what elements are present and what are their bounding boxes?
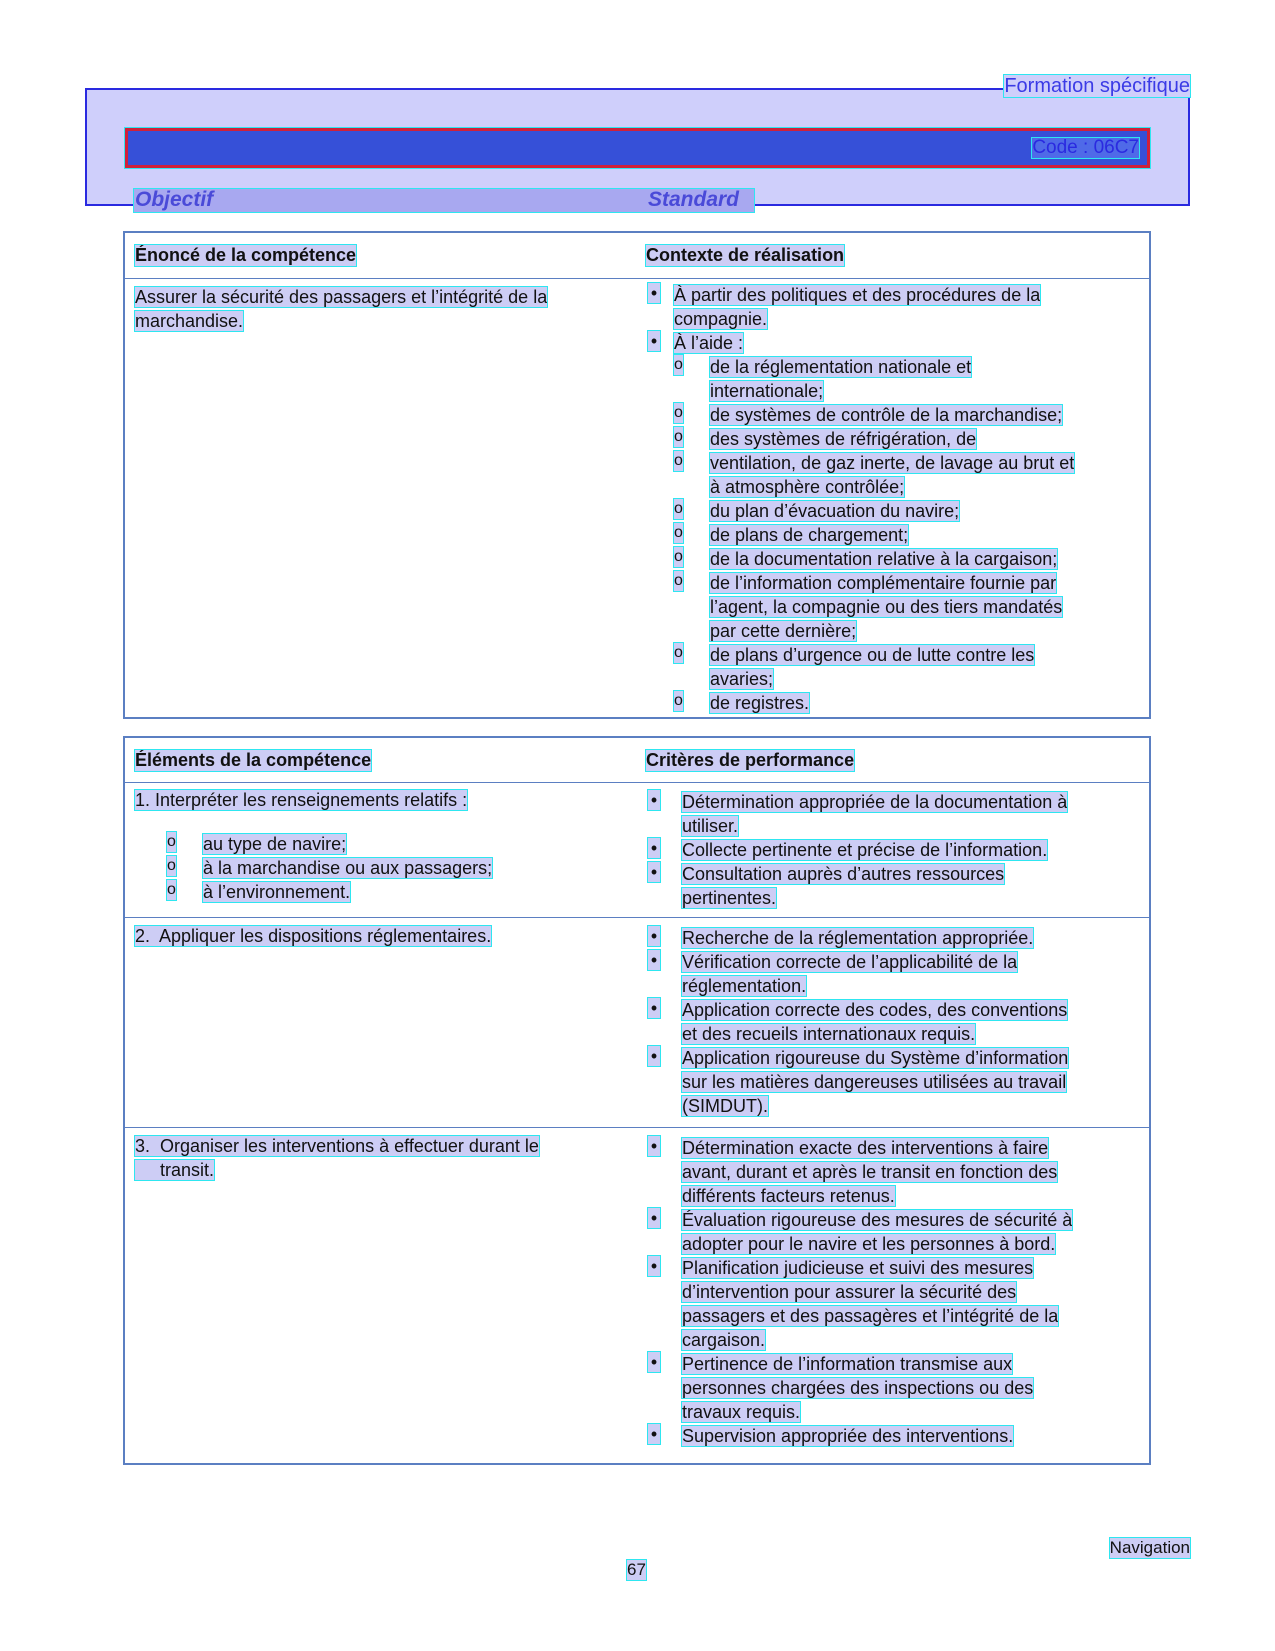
aide-item: o des systèmes de réfrigération, de (668, 427, 1134, 451)
criteria-item: • Vérification correcte de l’applicabilité de la réglementation. (644, 950, 1134, 998)
elements-table (123, 736, 1151, 1465)
criteria-item: • Recherche de la réglementation appropriée. (644, 926, 1134, 950)
aide-sublist (668, 355, 1134, 715)
page-number: 67 (627, 1560, 646, 1579)
criteria-item: • Détermination appropriée de la documentation à utiliser. (644, 790, 1134, 838)
criteria-item: • Pertinence de l’information transmise aux personnes chargées des inspections ou des travaux requis. (644, 1352, 1134, 1424)
aide-item: o de l’information complémentaire fournie par l’agent, la compagnie ou des tiers mandatés par cette dernière; (668, 571, 1134, 643)
element-text (135, 1134, 620, 1182)
aide-item: o de systèmes de contrôle de la marchandise; (668, 403, 1134, 427)
element-line: 3. Organiser les interventions à effectuer durant le (135, 1136, 539, 1156)
criteria-list (644, 926, 1134, 1118)
element-text (135, 924, 620, 948)
elements-header: Éléments de la compétence (135, 750, 372, 770)
element-sublist (161, 832, 620, 904)
criteria-item: • Consultation auprès d’autres ressources pertinentes. (644, 862, 1134, 910)
aide-item: o de registres. (668, 691, 1134, 715)
criteria-list (644, 790, 1134, 910)
row-divider (125, 1127, 1149, 1128)
header-divider (125, 782, 1149, 783)
row-divider (125, 917, 1149, 918)
criteria-item: • Détermination exacte des interventions à faire avant, durant et après le transit en fonction des différents facteurs retenus. (644, 1136, 1134, 1208)
aide-item: o ventilation, de gaz inerte, de lavage au brut et à atmosphère contrôlée; (668, 451, 1134, 499)
element-subitem: o à l’environnement. (161, 880, 620, 904)
criteria-item: • Supervision appropriée des interventions. (644, 1424, 1134, 1448)
enonce-line: marchandise. (135, 311, 244, 331)
aide-item: o de plans de chargement; (668, 523, 1134, 547)
contexte-header: Contexte de réalisation (646, 245, 845, 265)
element-line: transit. (135, 1160, 215, 1180)
standard-heading: Standard (648, 188, 740, 211)
aide-item: o de la réglementation nationale et internationale; (668, 355, 1134, 403)
criteria-item: • Planification judicieuse et suivi des mesures d’intervention pour assurer la sécurité des passagers et des passagères et l’intégrité de la cargaison. (644, 1256, 1134, 1352)
element-line: 2. Appliquer les dispositions réglementaires. (135, 926, 492, 946)
document-title: Formation spécifique (1004, 75, 1190, 97)
navigation-link[interactable]: Navigation (1109, 1538, 1190, 1557)
aide-item: o du plan d’évacuation du navire; (668, 499, 1134, 523)
header-divider (125, 278, 1149, 279)
aide-item: o de la documentation relative à la cargaison; (668, 547, 1134, 571)
aide-item: o de plans d’urgence ou de lutte contre les avaries; (668, 643, 1134, 691)
code-bar (125, 128, 1150, 168)
objective-heading: Objectif (135, 188, 214, 211)
criteria-item: • Évaluation rigoureuse des mesures de sécurité à adopter pour le navire et les personnes à bord. (644, 1208, 1134, 1256)
enonce-header: Énoncé de la compétence (135, 245, 357, 265)
contexte-list (644, 283, 1134, 715)
element-text (135, 788, 620, 904)
enonce-line: Assurer la sécurité des passagers et l’intégrité de la (135, 287, 548, 307)
contexte-item: • À l’aide : o de la réglementation nationale et internationale; o de systèmes de contrôle de la marchandise; o des systèmes de réfrigération, de o ventilation, de gaz inerte, de lavage au brut et à atmosphère contrôlée; o du plan d’évacuation du navire; o de plans de chargement; o de la documentation relative à la cargaison; o de l’information complémentaire fournie par l’agent, la compagnie ou des tiers mandatés par cette dernière; o de plans d’urgence ou de lutte contre les avaries; o de registres. (644, 331, 1134, 715)
criteria-list (644, 1136, 1134, 1448)
criteria-item: • Application correcte des codes, des conventions et des recueils internationaux requis. (644, 998, 1134, 1046)
element-subitem: o au type de navire; (161, 832, 620, 856)
enonce-text (135, 285, 615, 333)
contexte-item: • À partir des politiques et des procédures de la compagnie. (644, 283, 1134, 331)
criteres-header: Critères de performance (646, 750, 855, 770)
criteria-item: • Application rigoureuse du Système d’information sur les matières dangereuses utilisées au travail (SIMDUT). (644, 1046, 1134, 1118)
element-line: 1. Interpréter les renseignements relatifs : (135, 790, 468, 810)
competence-table (123, 231, 1151, 719)
criteria-item: • Collecte pertinente et précise de l’information. (644, 838, 1134, 862)
competency-code: Code : 06C7 (1032, 137, 1139, 158)
element-subitem: o à la marchandise ou aux passagers; (161, 856, 620, 880)
